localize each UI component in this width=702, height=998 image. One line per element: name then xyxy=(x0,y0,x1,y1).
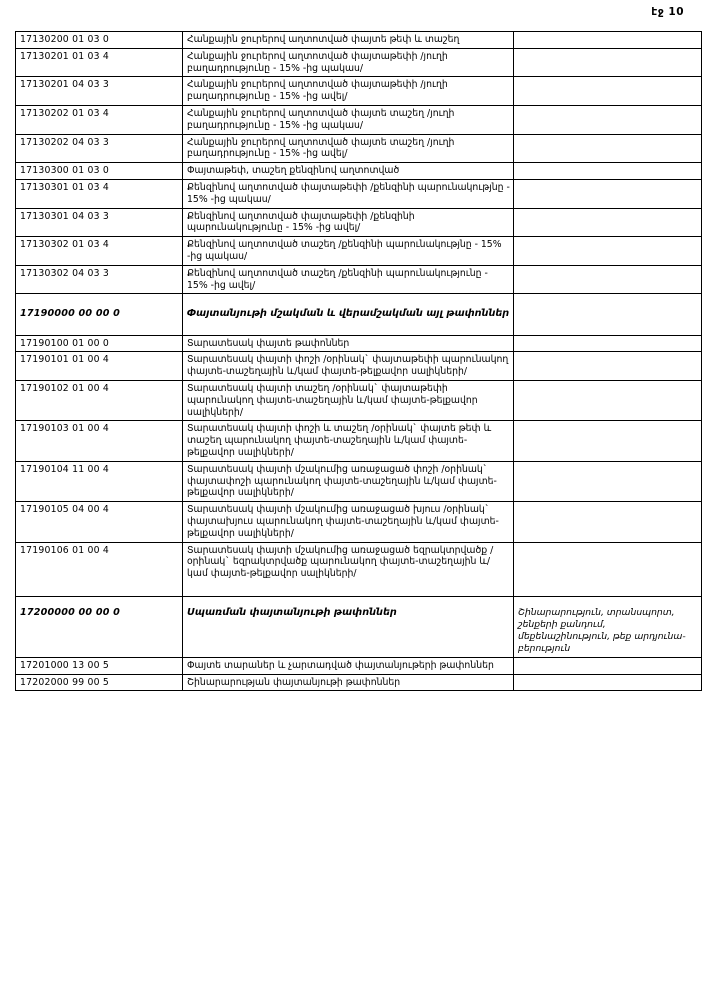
row-code: 17130302 01 03 4 xyxy=(16,237,183,266)
row-code: 17190104 11 00 4 xyxy=(16,461,183,501)
row-name: Փայտաթեփ, տաշեղ քենզինով աղտոտված xyxy=(183,163,514,180)
row-name: Հանքային ջուրերով աղտոտված փայտե տաշեղ /յուղի բաղադրությունը - 15% -ից ավել/ xyxy=(183,134,514,163)
row-note xyxy=(514,163,702,180)
row-name: Հանքային ջուրերով աղտոտված փայտաթեփի /յուղի բաղադրությունը - 15% -ից ավել/ xyxy=(183,77,514,106)
table-row xyxy=(16,352,702,381)
table-row xyxy=(16,381,702,421)
row-code: 17130202 04 03 3 xyxy=(16,134,183,163)
row-name: Տարատեսակ փայտի փոշի և տաշեղ /օրինակ` փայտե թեփ և տաշեղ պարունակող փայտե-տաշեղային և/կամ փայտե-թելքավոր սալիկների/ xyxy=(183,421,514,461)
row-code: 17202000 99 00 5 xyxy=(16,674,183,691)
table-body xyxy=(16,32,702,691)
row-code: 17200000 00 00 0 xyxy=(16,597,183,658)
row-note xyxy=(514,77,702,106)
row-note xyxy=(514,294,702,335)
row-code: 17201000 13 00 5 xyxy=(16,657,183,674)
row-name: Հանքային ջուրերով աղտոտված փայտե տաշեղ /յուղի բաղադրությունը - 15% -ից պակաս/ xyxy=(183,105,514,134)
table-row xyxy=(16,179,702,208)
row-code: 17190100 01 00 0 xyxy=(16,335,183,352)
row-code: 17190105 04 00 4 xyxy=(16,502,183,542)
table-row xyxy=(16,542,702,596)
table-row xyxy=(16,105,702,134)
row-name: Տարատեսակ փայտե թափոններ xyxy=(183,335,514,352)
row-note xyxy=(514,381,702,421)
row-note xyxy=(514,134,702,163)
row-code: 17130201 04 03 3 xyxy=(16,77,183,106)
row-code: 17130302 04 03 3 xyxy=(16,265,183,294)
page-number-label: էջ 10 xyxy=(651,6,684,18)
table-row-group xyxy=(16,597,702,658)
row-note xyxy=(514,421,702,461)
table-row xyxy=(16,265,702,294)
table-row xyxy=(16,134,702,163)
row-code: 17190103 01 00 4 xyxy=(16,421,183,461)
row-note xyxy=(514,32,702,49)
row-note xyxy=(514,542,702,596)
row-name: Տարատեսակ փայտի մշակումից առաջացած խյուս /օրինակ` փայտախյուս պարունակող փայտե-տաշեղային և/կամ փայտե-թելքավոր սալիկների/ xyxy=(183,502,514,542)
row-name: Քենզինով աղտոտված տաշեղ /քենզինի պարունակությունը - 15% -ից ավել/ xyxy=(183,265,514,294)
row-name: Քենզինով աղտոտված տաշեղ /քենզինի պարունակությնը - 15% -ից պակաս/ xyxy=(183,237,514,266)
row-note xyxy=(514,265,702,294)
table-row xyxy=(16,163,702,180)
row-note xyxy=(514,179,702,208)
row-note: Շինարարություն, տրանսպորտ, շենքերի քանդում, մեքենաշինություն, թեք արդյունա-բերություն xyxy=(514,597,702,658)
row-name: Տարատեսակ փայտի մշակումից առաջացած փոշի /օրինակ` փայտափոշի պարունակող փայտե-տաշեղային և/կամ փայտե-թելքավոր սալիկների/ xyxy=(183,461,514,501)
row-name: Հանքային ջուրերով աղտոտված փայտաթեփի /յուղի բաղադրությունը - 15% -ից պակաս/ xyxy=(183,48,514,77)
row-name: Տարատեսակ փայտի մշակումից առաջացած եզրակտրվածք /օրինակ` եզրակտրվածք պարունակող փայտե-տաշեղային և/կամ փայտե-թելքավոր սալիկների/ xyxy=(183,542,514,596)
row-code: 17190000 00 00 0 xyxy=(16,294,183,335)
row-code: 17130200 01 03 0 xyxy=(16,32,183,49)
table-row xyxy=(16,657,702,674)
table-row xyxy=(16,77,702,106)
row-note xyxy=(514,657,702,674)
row-code: 17130301 01 03 4 xyxy=(16,179,183,208)
row-code: 17130301 04 03 3 xyxy=(16,208,183,237)
row-note xyxy=(514,335,702,352)
table-row xyxy=(16,237,702,266)
row-name: Փայտանյութի մշակման և վերամշակման այլ թափոններ xyxy=(183,294,514,335)
row-code: 17130202 01 03 4 xyxy=(16,105,183,134)
table-row xyxy=(16,48,702,77)
table-row xyxy=(16,32,702,49)
row-name: Շինարարության փայտանյութի թափոններ xyxy=(183,674,514,691)
row-note xyxy=(514,352,702,381)
row-name: Տարատեսակ փայտի տաշեղ /օրինակ` փայտաթեփի պարունակող փայտե-տաշեղային և/կամ փայտե-թելքավոր սալիկների/ xyxy=(183,381,514,421)
table-row xyxy=(16,674,702,691)
row-name: Քենզինով աղտոտված փայտաթեփի /քենզինի պարունակությունը - 15% -ից ավել/ xyxy=(183,208,514,237)
table-row xyxy=(16,421,702,461)
row-code: 17190106 01 00 4 xyxy=(16,542,183,596)
row-note xyxy=(514,674,702,691)
table-row xyxy=(16,335,702,352)
row-code: 17130300 01 03 0 xyxy=(16,163,183,180)
table-row-group xyxy=(16,294,702,335)
table-row xyxy=(16,461,702,501)
row-name: Քենզինով աղտոտված փայտաթեփի /քենզինի պարունակությնը - 15% -ից պակաս/ xyxy=(183,179,514,208)
row-code: 17190101 01 00 4 xyxy=(16,352,183,381)
row-note xyxy=(514,48,702,77)
row-note xyxy=(514,237,702,266)
row-note xyxy=(514,461,702,501)
row-name: Սպառման փայտանյութի թափոններ xyxy=(183,597,514,658)
table-row xyxy=(16,502,702,542)
row-name: Հանքային ջուրերով աղտոտված փայտե թեփ և տաշեղ xyxy=(183,32,514,49)
row-name: Փայտե տարաներ և չարտադված փայտանյութերի թափոններ xyxy=(183,657,514,674)
row-code: 17130201 01 03 4 xyxy=(16,48,183,77)
table-row xyxy=(16,208,702,237)
waste-classifier-table xyxy=(15,31,702,691)
row-note xyxy=(514,502,702,542)
row-note xyxy=(514,105,702,134)
row-name: Տարատեսակ փայտի փոշի /օրինակ` փայտաթեփի պարունակող փայտե-տաշեղային և/կամ փայտե-թելքավոր սալիկների/ xyxy=(183,352,514,381)
row-note xyxy=(514,208,702,237)
row-code: 17190102 01 00 4 xyxy=(16,381,183,421)
